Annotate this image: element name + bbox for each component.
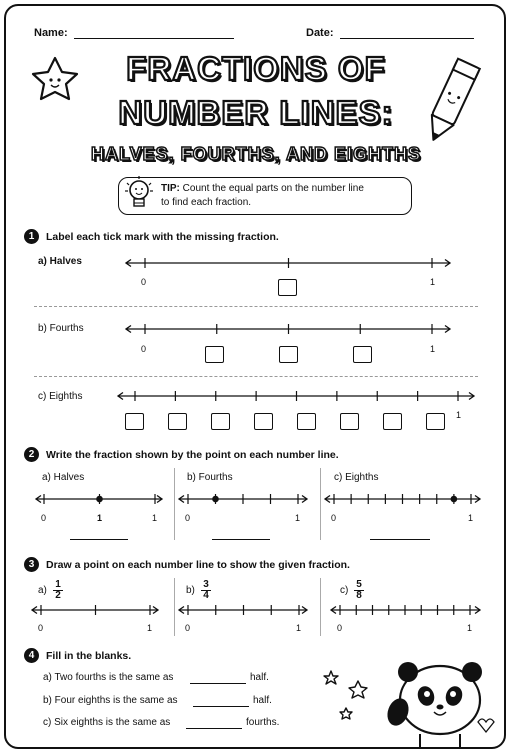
q1a-zero: 0 (141, 277, 147, 287)
q3a-one: 1 (147, 623, 153, 633)
question-1-instruction: Label each tick mark with the missing fraction. (46, 231, 279, 243)
q3c-denominator: 8 (356, 590, 362, 601)
q4a-text: a) Two fourths is the same as (43, 672, 174, 683)
q3b-denominator: 4 (203, 590, 209, 601)
q3c-prefix: c) (340, 585, 349, 596)
q2a-one: 1 (152, 513, 158, 523)
q2c-label: c) Eighths (334, 472, 379, 483)
question-4-number: 4 (24, 648, 39, 663)
q3b-zero: 0 (185, 623, 191, 633)
q2b-point (212, 496, 219, 503)
q1a-label: a) Halves (38, 256, 82, 267)
q3a-denominator: 2 (55, 590, 61, 601)
question-3-number: 3 (24, 557, 39, 572)
q3c-numerator: 5 (354, 580, 364, 591)
question-3-instruction: Draw a point on each number line to show the given fraction. (46, 559, 350, 571)
q2a-label: a) Halves (42, 472, 85, 483)
question-2-instruction: Write the fraction shown by the point on each number line. (46, 449, 339, 461)
question-2-number: 2 (24, 447, 39, 462)
q2b-one: 1 (295, 513, 301, 523)
q2c-one: 1 (468, 513, 474, 523)
q4b-end: half. (253, 695, 272, 706)
q2a-point (96, 496, 103, 503)
q1c-one: 1 (456, 410, 462, 420)
tip-text-2: to find each fraction. (161, 197, 252, 208)
q4c-end: fourths. (246, 717, 280, 728)
q1c-label-text: c) Eighths (38, 391, 83, 402)
tip-label: TIP: (161, 183, 180, 194)
q3c-one: 1 (467, 623, 473, 633)
tip-text-1: Count the equal parts on the number line (182, 183, 364, 194)
title-line-2: NUMBER LINES: (118, 94, 394, 131)
subtitle: HALVES, FOURTHS, AND EIGHTHS (90, 144, 421, 164)
q3b-one: 1 (296, 623, 302, 633)
question-1-number: 1 (24, 229, 39, 244)
title-line-1: FRACTIONS OF (126, 50, 386, 87)
q3a-prefix: a) (38, 585, 47, 596)
q2b-zero: 0 (185, 513, 191, 523)
q1a-one: 1 (430, 277, 436, 287)
q1b-one: 1 (430, 344, 436, 354)
q3a-numerator: 1 (53, 580, 63, 591)
q4b-text: b) Four eighths is the same as (43, 695, 178, 706)
q2a-zero: 0 (41, 513, 47, 523)
q3b-numerator: 3 (201, 580, 211, 591)
q3b-prefix: b) (186, 585, 195, 596)
q2c-point (451, 496, 458, 503)
q2c-zero: 0 (331, 513, 337, 523)
question-4-instruction: Fill in the blanks. (46, 650, 132, 662)
q4a-end: half. (250, 672, 269, 683)
q4c-text: c) Six eighths is the same as (43, 717, 171, 728)
date-label: Date: (306, 27, 334, 39)
q2a-mid-one: 1 (97, 513, 103, 523)
q1b-label-text: b) Fourths (38, 323, 84, 334)
q3a-zero: 0 (38, 623, 44, 633)
q1b-zero: 0 (141, 344, 147, 354)
name-label: Name: (34, 27, 68, 39)
q3c-zero: 0 (337, 623, 343, 633)
q2b-label: b) Fourths (187, 472, 233, 483)
